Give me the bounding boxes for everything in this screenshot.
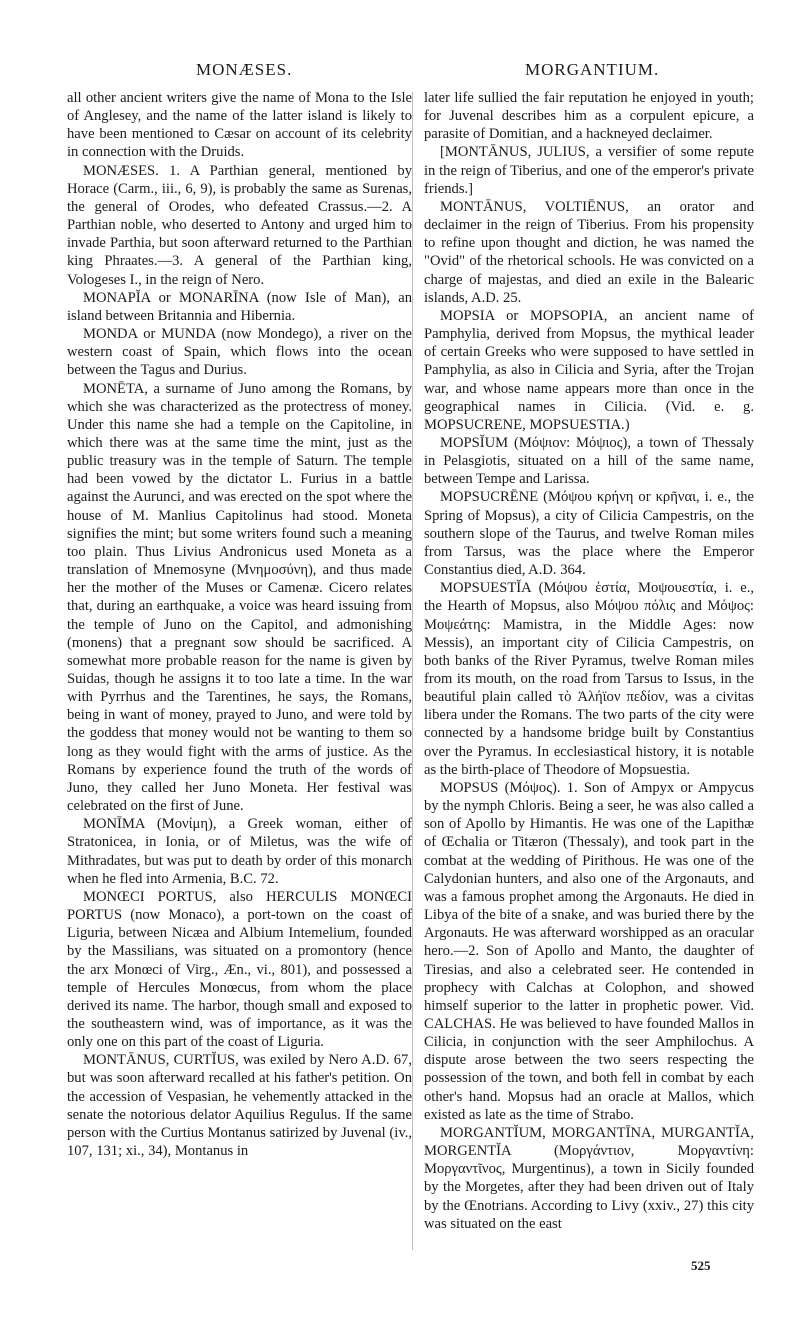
right-column (424, 89, 754, 1233)
running-header (0, 60, 800, 82)
entry-paragraph: MOPSUESTĬA (Μόψου ἑστία, Μοψουεστία, i. e., the Hearth of Mopsus, also Μόψου πόλις and Μόψος: Μοψεάτης: Mamistra, in the Middle Ages: now Messis), an important city of Cilicia Campestris, on both banks of the River Pyramus, twelve Roman miles from its mouth, on the road from Tarsus to Issus, in the beautiful plain called τὸ Ἀλήϊον πεδίον, was a civitas libera under the Romans. The two parts of the city were connected by a handsome bridge built by Constantius over the Pyramus. In ecclesiastical history, it is notable as the birth-place of Theodore of Mopsuestia. (424, 580, 754, 778)
entry-paragraph: all other ancient writers give the name of Mona to the Isle of Anglesey, and the name of the latter island is likely to have been mentioned to Cæsar on account of its celebrity in connection with the Druids. (67, 90, 412, 161)
entry-paragraph: MOPSUCRĒNE (Μόψου κρήνη or κρῆναι, i. e., the Spring of Mopsus), a city of Cilicia Campestris, on the southern slope of the Taurus, and twelve Roman miles from Tarsus, was the place where the Emperor Constantius died, A.D. 364. (424, 489, 754, 579)
entry-paragraph: MOPSIA or MOPSOPIA, an ancient name of Pamphylia, derived from Mopsus, the mythical leader of certain Greeks who were supposed to have settled in Pamphylia, as also in Cilicia and Syria, after the Trojan war, and whose name appears more than once in the geographical names in Cilicia. (Vid. e. g. MOPSUCRENE, MOPSUESTIA.) (424, 307, 754, 433)
entry-paragraph: MONĒTA, a surname of Juno among the Romans, by which she was characterized as the protectress of money. Under this name she had a temple on the Capitoline, in which there was at the same time the mint, just as the public treasury was in the temple of Saturn. The temple had been vowed by the dictator L. Furius in a battle against the Aurunci, and was erected on the spot where the house of M. Manlius Capitolinus had stood. Moneta signifies the mint; but some writers found such a meaning too plain. Thus Livius Andronicus used Moneta as a translation of Mnemosyne (Μνημοσύνη), and thus made her the mother of the Muses or Camenæ. Cicero relates that, during an earthquake, a voice was heard issuing from the temple of Juno on the Capitol, and admonishing (monens) that a pregnant sow should be sacrificed. A somewhat more probable reason for the name is given by Suidas, though he assigns it to too late a time. In the war with Pyrrhus and the Tarentines, he says, the Romans, being in want of money, prayed to Juno, and were told by the goddess that money would not be wanting to them so long as they would fight with the arms of justice. As the Romans by experience found the truth of the words of Juno, they called her Juno Moneta. Her festival was celebrated on the first of June. (67, 380, 412, 815)
header-left-title: MONÆSES. (196, 60, 293, 79)
entry-paragraph: MORGANTĬUM, MORGANTĪNA, MURGANTĬA, MORGENTĬA (Μοργάντιον, Μοργαντίνη: Μοργαντῖνος, Murgentinus), a town in Sicily founded by the Morgetes, after they had been driven out of Italy by the Œnotrians. According to Livy (xxiv., 27) this city was situated on the east (424, 1124, 754, 1232)
entry-paragraph: later life sullied the fair reputation he enjoyed in youth; for Juvenal describes him as a corpulent epicure, a parasite of Domitian, and a hackneyed declaimer. (424, 90, 754, 143)
page-number: 525 (691, 1258, 711, 1273)
column-divider (412, 92, 413, 1250)
entry-paragraph: MONŒCI PORTUS, also HERCULIS MONŒCI PORTUS (now Monaco), a port-town on the coast of Liguria, between Nicæa and Albium Intemelium, founded by the Massilians, was situated on a promontory (hence the arx Monœci of Virg., Æn., vi., 801), and possessed a temple of Hercules Monœcus, from whom the place derived its name. The harbor, though small and exposed to the southeastern wind, was of importance, as it was the only one on this part of the coast of Liguria. (67, 888, 412, 1051)
entry-paragraph: MONDA or MUNDA (now Mondego), a river on the western coast of Spain, which flows into the ocean between the Tagus and Durius. (67, 326, 412, 379)
entry-paragraph: MOPSUS (Μόψος). 1. Son of Ampyx or Ampycus by the nymph Chloris. Being a seer, he was also called a son of Apollo by Himantis. He was one of the Lapithæ of Œchalia or Titæron (Thessaly), and took part in the combat at the wedding of Pirithous. He was one of the Calydonian hunters, and also one of the Argonauts, and was a famous prophet among the Argonauts. He died in Libya of the bite of a snake, and was buried there by the Argonauts. He was afterward worshipped as an oracular hero.—2. Son of Apollo and Manto, the daughter of Tiresias, and also a celebrated seer. He contended in prophecy with Calchas at Colophon, and showed himself superior to the latter in prophetic power. Vid. CALCHAS. He was believed to have founded Mallos in Cilicia, in conjunction with the seer Amphilochus. A dispute arose between the two seers respecting the possession of the town, and both fell in combat by each other's hand. Mopsus had an oracle at Mallos, which existed as late as the time of Strabo. (424, 779, 754, 1123)
entry-paragraph: MONTĀNUS, CURTĬUS, was exiled by Nero A.D. 67, but was soon afterward recalled at his father's petition. On the accession of Vespasian, he vehemently attacked in the senate the notorious delator Aquilius Regulus. If the same person with the Curtius Montanus satirized by Juvenal (iv., 107, 131; xi., 34), Montanus in (67, 1052, 412, 1160)
entry-paragraph: [MONTĀNUS, JULIUS, a versifier of some repute in the reign of Tiberius, and one of the emperor's private friends.] (424, 144, 754, 197)
header-right-title: MORGANTIUM. (525, 60, 660, 79)
entry-paragraph: MONĪMA (Μονίμη), a Greek woman, either of Stratonicea, in Ionia, or of Miletus, was the wife of Mithradates, but was put to death by order of this monarch when he fled into Armenia, B.C. 72. (67, 816, 412, 887)
entry-paragraph: MOPSĬUM (Μόψιον: Μόψιος), a town of Thessaly in Pelasgiotis, situated on a hill of the same name, between Tempe and Larissa. (424, 434, 754, 488)
entry-paragraph: MONAPĬA or MONARĪNA (now Isle of Man), an island between Britannia and Hibernia. (67, 289, 412, 324)
left-column (67, 89, 412, 1160)
entry-paragraph: MONTĀNUS, VOLTIĒNUS, an orator and declaimer in the reign of Tiberius. From his propensity to refine upon thought and diction, he was named the "Ovid" of the rhetorical schools. He was convicted on a charge of majestas, and died an exile in the Balearic islands, A.D. 25. (424, 198, 754, 306)
entry-paragraph: MONÆSES. 1. A Parthian general, mentioned by Horace (Carm., iii., 6, 9), is probably the same as Surenas, the general of Orodes, who defeated Crassus.—2. A Parthian noble, who deserted to Antony and urged him to invade Parthia, but soon afterward returned to the Parthian king Phraates.—3. A general of the Parthian king, Vologeses I., in the reign of Nero. (67, 162, 412, 288)
